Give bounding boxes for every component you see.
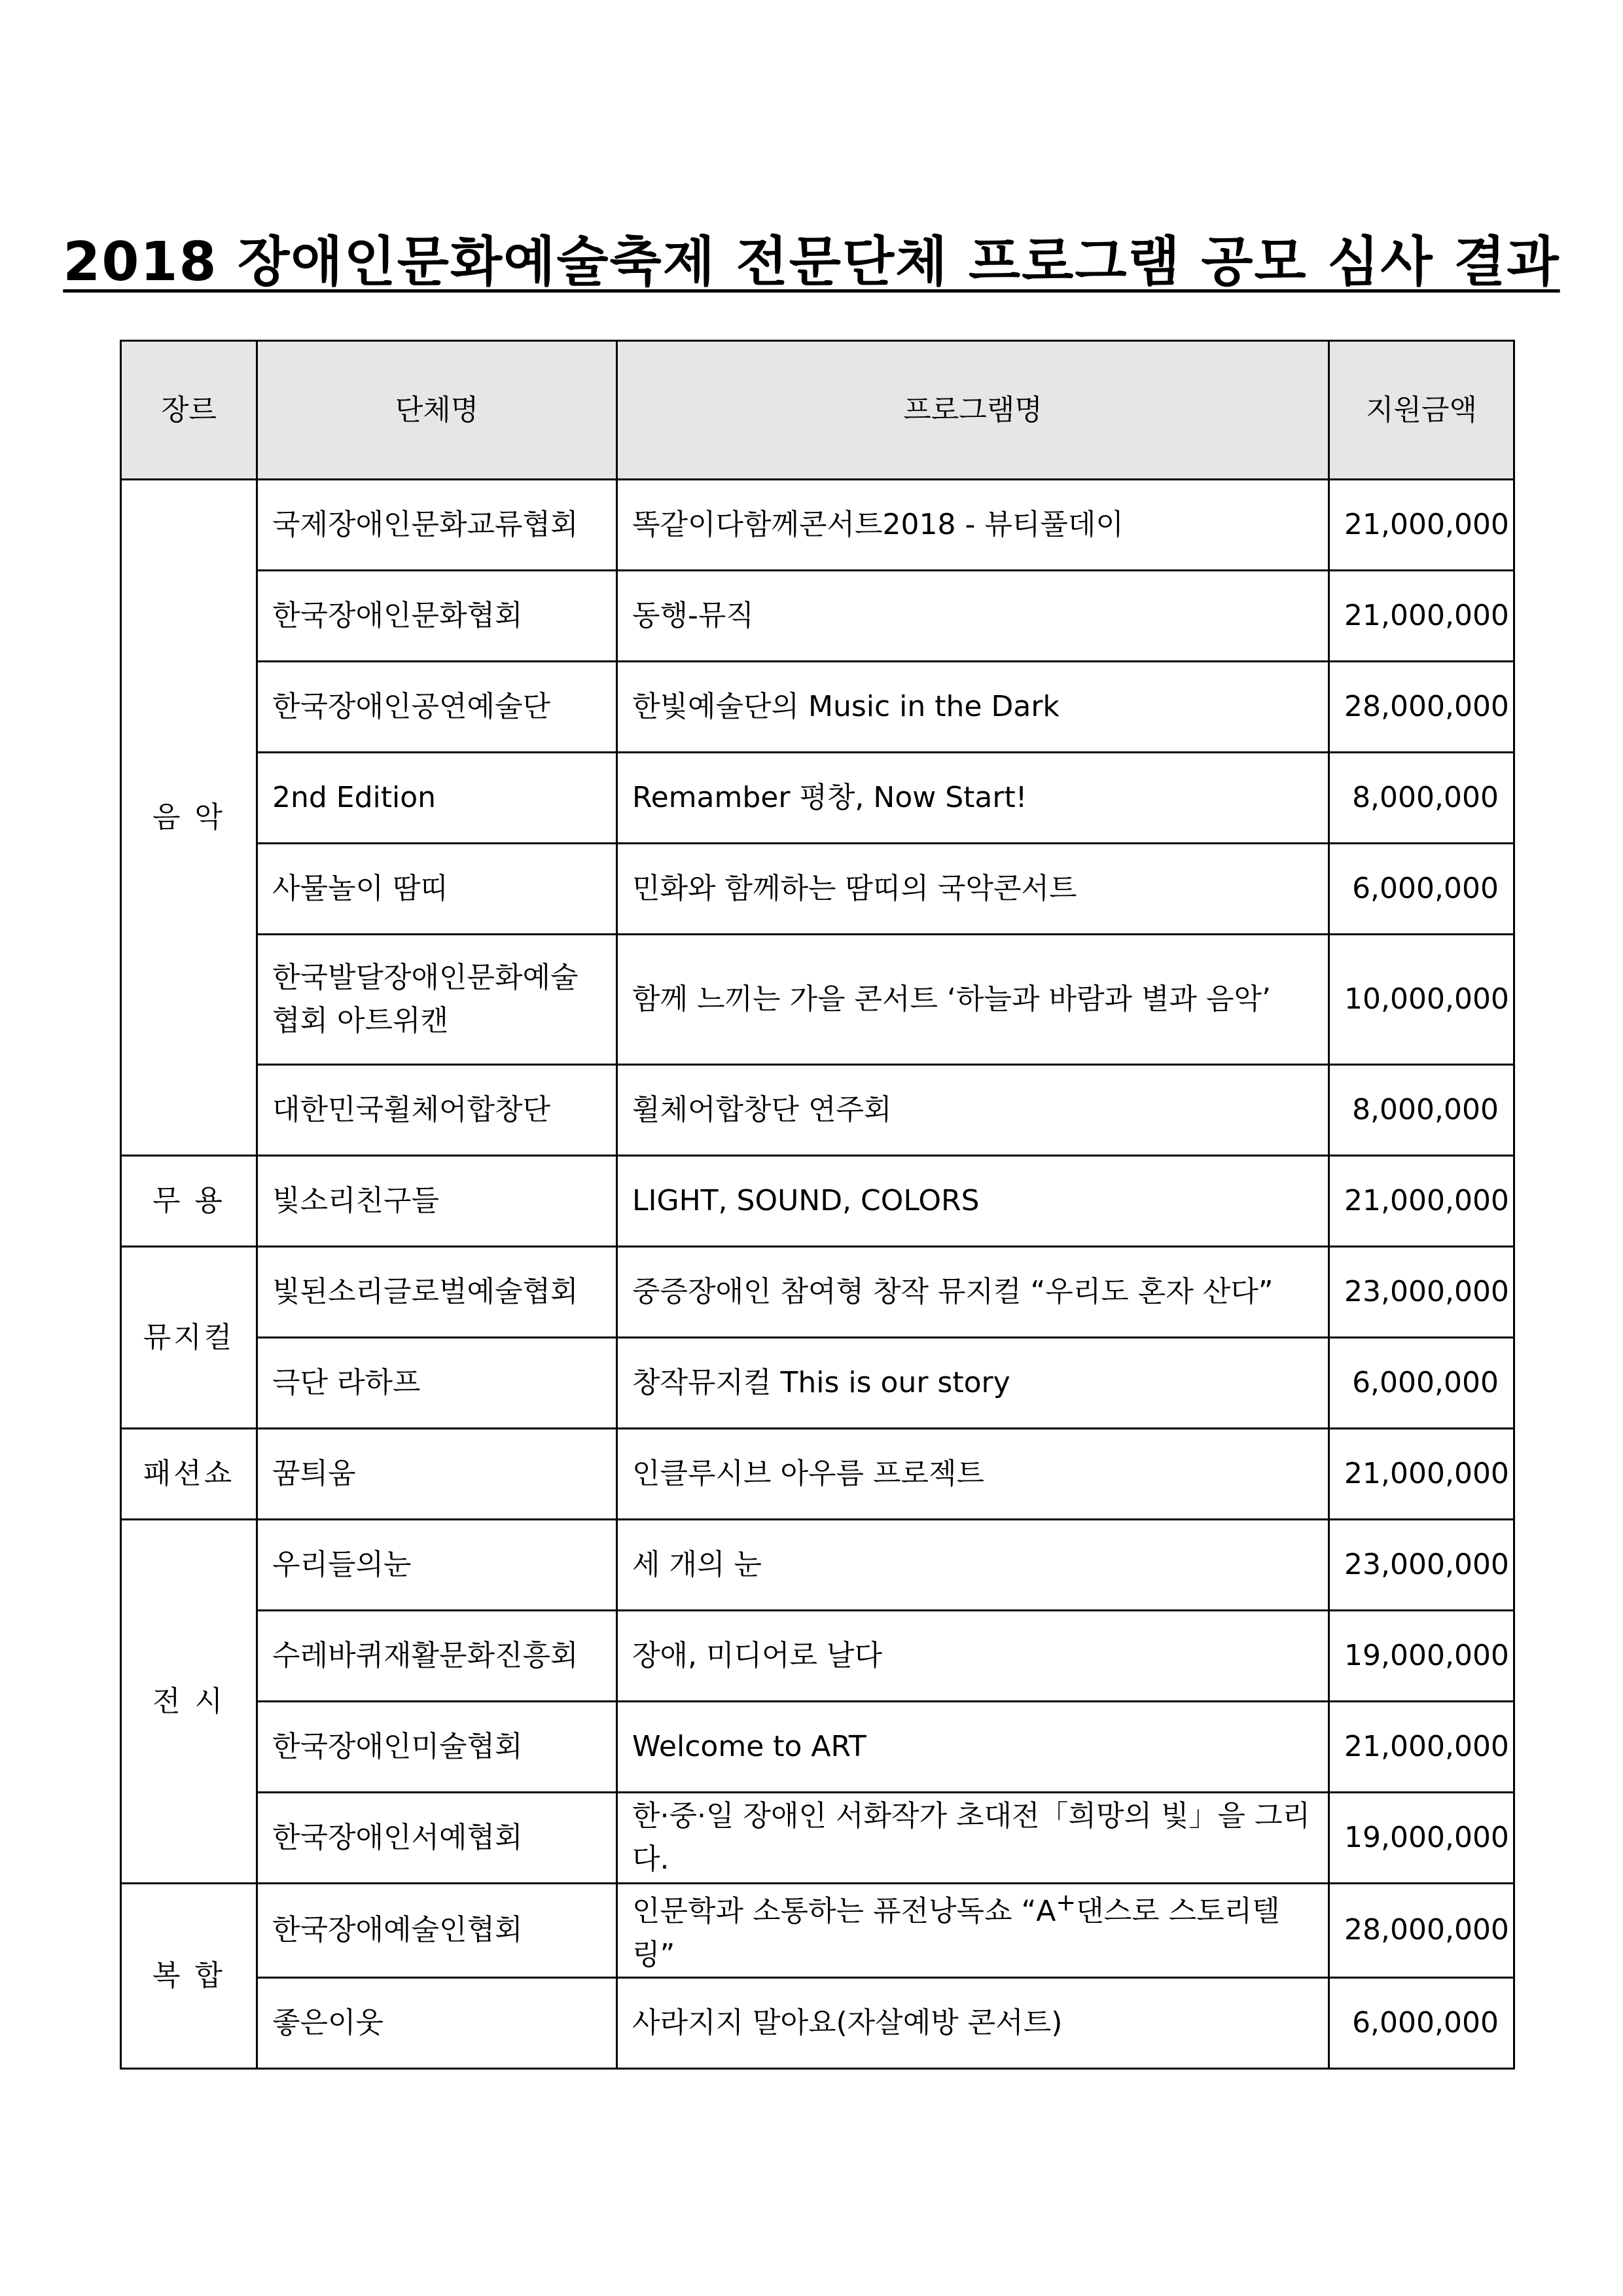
org-cell: 한국장애인미술협회: [257, 1702, 617, 1793]
program-cell: 세 개의 눈: [617, 1520, 1329, 1611]
program-cell: 장애, 미디어로 날다: [617, 1611, 1329, 1702]
header-row: [121, 341, 1514, 480]
org-cell: 한국장애인공연예술단: [257, 662, 617, 753]
page-title: [0, 219, 1623, 296]
amount-cell: 19,000,000: [1329, 1793, 1514, 1884]
amount-cell: 23,000,000: [1329, 1247, 1514, 1338]
program-text-post: 댄스로 스토리텔링”: [632, 1894, 1280, 1971]
amount-cell: 21,000,000: [1329, 480, 1514, 571]
header-org: 단체명: [257, 341, 617, 480]
amount-cell: 8,000,000: [1329, 753, 1514, 844]
table-row: [121, 1520, 1514, 1611]
program-cell: 똑같이다함께콘서트2018 - 뷰티풀데이: [617, 480, 1329, 571]
org-cell: 우리들의눈: [257, 1520, 617, 1611]
org-cell: 빛소리친구들: [257, 1156, 617, 1247]
genre-cell: 음 악: [121, 480, 257, 1156]
table-row: [121, 1065, 1514, 1156]
org-cell: 한국장애인문화협회: [257, 571, 617, 662]
table-row: [121, 1884, 1514, 1978]
amount-cell: 28,000,000: [1329, 1884, 1514, 1978]
program-cell: 사라지지 말아요(자살예방 콘서트): [617, 1977, 1329, 2068]
table-row: [121, 753, 1514, 844]
amount-cell: 8,000,000: [1329, 1065, 1514, 1156]
org-cell: 수레바퀴재활문화진흥회: [257, 1611, 617, 1702]
program-cell: 민화와 함께하는 땀띠의 국악콘서트: [617, 844, 1329, 935]
program-cell: LIGHT, SOUND, COLORS: [617, 1156, 1329, 1247]
genre-cell: 무 용: [121, 1156, 257, 1247]
org-cell: 사물놀이 땀띠: [257, 844, 617, 935]
page-title-text: 2018 장애인문화예술축제 전문단체 프로그램 공모 심사 결과: [63, 231, 1560, 293]
program-cell: Welcome to ART: [617, 1702, 1329, 1793]
table-row: [121, 571, 1514, 662]
table-row: [121, 844, 1514, 935]
table-row: [121, 1702, 1514, 1793]
amount-cell: 6,000,000: [1329, 1338, 1514, 1429]
table-row: [121, 1247, 1514, 1338]
genre-cell: 복 합: [121, 1884, 257, 2069]
program-cell: Remamber 평창, Now Start!: [617, 753, 1329, 844]
header-genre: 장르: [121, 341, 257, 480]
table-row: [121, 480, 1514, 571]
table-row: [121, 662, 1514, 753]
amount-cell: 21,000,000: [1329, 571, 1514, 662]
amount-cell: 21,000,000: [1329, 1702, 1514, 1793]
table-row: [121, 1611, 1514, 1702]
org-cell: 국제장애인문화교류협회: [257, 480, 617, 571]
program-cell: [617, 1884, 1329, 1978]
amount-cell: 21,000,000: [1329, 1429, 1514, 1520]
org-cell: 좋은이웃: [257, 1977, 617, 2068]
table-row: [121, 1793, 1514, 1884]
program-text-sup: +: [1056, 1888, 1077, 1916]
amount-cell: 6,000,000: [1329, 1977, 1514, 2068]
genre-cell: 뮤지컬: [121, 1247, 257, 1429]
org-cell: 빛된소리글로벌예술협회: [257, 1247, 617, 1338]
table-row: [121, 1338, 1514, 1429]
genre-cell: 패션쇼: [121, 1429, 257, 1520]
program-text-pre: 인문학과 소통하는 퓨전낭독쇼 “A: [632, 1894, 1056, 1928]
org-cell: 한국발달장애인문화예술협회 아트위캔: [257, 935, 617, 1065]
program-cell: 중증장애인 참여형 창작 뮤지컬 “우리도 혼자 산다”: [617, 1247, 1329, 1338]
org-cell: 꿈틔움: [257, 1429, 617, 1520]
program-cell: 동행-뮤직: [617, 571, 1329, 662]
amount-cell: 23,000,000: [1329, 1520, 1514, 1611]
table-row: [121, 1156, 1514, 1247]
genre-cell: 전 시: [121, 1520, 257, 1884]
table-row: [121, 1977, 1514, 2068]
header-program: 프로그램명: [617, 341, 1329, 480]
amount-cell: 28,000,000: [1329, 662, 1514, 753]
org-cell: 대한민국휠체어합창단: [257, 1065, 617, 1156]
program-cell: 휠체어합창단 연주회: [617, 1065, 1329, 1156]
program-cell: 창작뮤지컬 This is our story: [617, 1338, 1329, 1429]
table-row: [121, 935, 1514, 1065]
program-cell: 인클루시브 아우름 프로젝트: [617, 1429, 1329, 1520]
results-table: [120, 340, 1515, 2070]
amount-cell: 21,000,000: [1329, 1156, 1514, 1247]
org-cell: 한국장애예술인협회: [257, 1884, 617, 1978]
org-cell: 한국장애인서예협회: [257, 1793, 617, 1884]
amount-cell: 19,000,000: [1329, 1611, 1514, 1702]
amount-cell: 10,000,000: [1329, 935, 1514, 1065]
program-cell: 함께 느끼는 가을 콘서트 ‘하늘과 바람과 별과 음악’: [617, 935, 1329, 1065]
table-row: [121, 1429, 1514, 1520]
program-cell: 한빛예술단의 Music in the Dark: [617, 662, 1329, 753]
program-cell: 한·중·일 장애인 서화작가 초대전「희망의 빛」을 그리다.: [617, 1793, 1329, 1884]
org-cell: 2nd Edition: [257, 753, 617, 844]
org-cell: 극단 라하프: [257, 1338, 617, 1429]
amount-cell: 6,000,000: [1329, 844, 1514, 935]
header-amount: 지원금액: [1329, 341, 1514, 480]
